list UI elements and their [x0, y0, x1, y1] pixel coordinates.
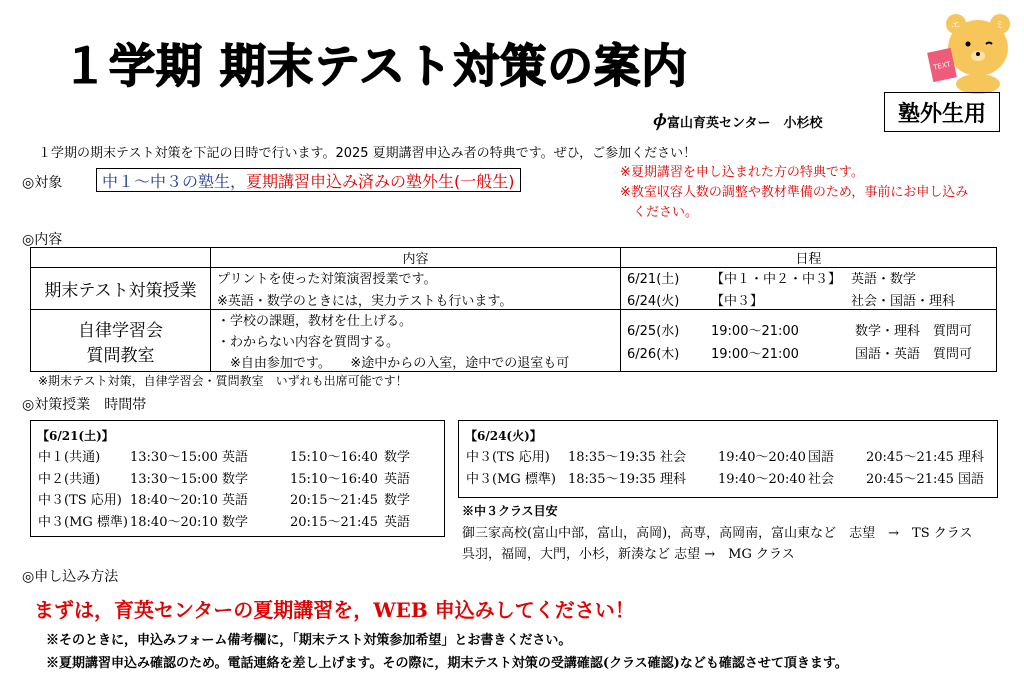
table-row: [31, 268, 997, 310]
timeslot-cell: 18:40〜20:10: [130, 493, 218, 508]
mascot-sign-text: TEXT: [932, 60, 952, 72]
timeslot-cell: 英語: [222, 450, 249, 465]
schedule-line: [627, 320, 990, 339]
timeslot-cell: 数学: [384, 493, 411, 508]
row-schedule: [621, 310, 997, 372]
timeslot-cell: 18:35〜19:35: [568, 450, 656, 465]
schedule-subjects: 国語・英語 質問可: [855, 346, 973, 362]
schedule-line: [627, 290, 990, 309]
timeslot-cell: 20:15〜21:45: [290, 514, 378, 530]
row-schedule: [621, 268, 997, 310]
timeslot-cell: 国語: [958, 471, 985, 487]
table-header-content: 内容: [211, 248, 621, 268]
timeslot-cell: 数学: [222, 514, 249, 530]
schedule-subjects: 数学・理科 質問可: [855, 323, 973, 339]
schedule-time: 【中３】: [711, 294, 764, 309]
timeslot-cell: 15:10〜16:40: [290, 450, 378, 465]
row-label: [31, 310, 211, 372]
timeslot-cell: 18:40〜20:10: [130, 514, 218, 530]
timeslot-cell: 英語: [384, 471, 411, 487]
schedule-date: 6/25(水): [627, 323, 680, 339]
timeslot-cell: 中３(MG 標準): [38, 514, 128, 530]
timeslot-cell: 13:30〜15:00: [130, 471, 218, 487]
table-header-empty: [31, 248, 211, 268]
timeslot-cell: 社会: [808, 471, 835, 487]
schedule-time: 19:00〜21:00: [711, 346, 799, 362]
content-table: [30, 247, 997, 372]
target-label: ◎対象: [22, 175, 63, 191]
schedule-date: 6/26(木): [627, 346, 680, 362]
timeslot-cell: 国語: [808, 450, 835, 465]
row-label-line: 質問教室: [86, 345, 155, 366]
timeslot-cell: 18:35〜19:35: [568, 471, 656, 487]
timeslot-cell: 中３(TS 応用): [38, 493, 122, 508]
timeslot-cell: 20:15〜21:45: [290, 493, 378, 508]
table-header-schedule: 日程: [621, 248, 997, 268]
timeslot-label: ◎対策授業 時間帯: [22, 397, 147, 413]
schedule-line: [627, 343, 990, 362]
page-title: １学期 期末テスト対策の案内: [62, 39, 689, 93]
row-label: 期末テスト対策授業: [31, 268, 211, 310]
timeslot-cell: 中３(TS 応用): [466, 450, 550, 465]
timeslot-cell: 20:45〜21:45: [866, 450, 954, 465]
schedule-time: 【中１・中２・中３】: [711, 272, 842, 287]
timeslot-cell: 19:40〜20:40: [718, 450, 806, 465]
note-line: ※夏期講習を申し込まれた方の特典です。: [620, 165, 864, 180]
note-line: ※教室収容人数の調整や教材準備のため，事前にお申し込み: [620, 185, 969, 200]
target-box: [96, 168, 521, 192]
schedule-date: 6/21(土): [627, 272, 680, 287]
row-description: [211, 268, 621, 310]
timeslot-cell: 社会: [660, 450, 687, 465]
org-name-text: 富山育英センター 小杉校: [666, 116, 823, 131]
table-header-row: [31, 248, 997, 268]
class-guide-line: 御三家高校(富山中部，富山，高岡)，高専，高岡南，富山東など 志望 → TS クラス: [462, 526, 973, 541]
timeslot-cell: 理科: [660, 471, 687, 487]
target-value-outside: 夏期講習申込み済みの塾外生(一般生): [246, 171, 515, 191]
timeslot-cell: 13:30〜15:00: [130, 450, 218, 465]
timeslot-cell: 20:45〜21:45: [866, 471, 954, 487]
timeslot-cell: 15:10〜16:40: [290, 471, 378, 487]
timeslot-cell: 19:40〜20:40: [718, 471, 806, 487]
notes-block: [620, 163, 968, 223]
class-guide-title: ※中３クラス目安: [462, 504, 558, 518]
timeslot-cell: 中３(MG 標準): [466, 471, 556, 487]
content-footnote: ※期末テスト対策，自律学習会・質問教室 いずれも出席可能です！: [38, 374, 408, 388]
schedule-subjects: 英語・数学: [851, 272, 917, 287]
content-label: ◎内容: [22, 232, 63, 248]
apply-note: ※夏期講習申込み確認のため。電話連絡を差し上げます。その際に，期末テスト対策の受講確認(クラス確認)なども確認させて頂きます。: [46, 656, 848, 671]
description-line: ※英語・数学のときには，実力テストも行います。: [217, 294, 513, 309]
bear-mascot-icon: [918, 6, 1018, 94]
mascot-ear-right: ミ: [995, 21, 1005, 31]
apply-label: ◎申し込み方法: [22, 569, 119, 585]
note-line: ください。: [620, 205, 699, 220]
timeslot-cell: 数学: [222, 471, 249, 487]
timeslot-heading: 【6/24(火)】: [465, 429, 542, 443]
schedule-date: 6/24(火): [627, 294, 680, 309]
timeslot-cell: 数学: [384, 450, 411, 465]
timeslot-heading: 【6/21(土)】: [37, 429, 114, 443]
organization-name: [652, 112, 822, 132]
description-line: ・学校の課題，教材を仕上げる。: [217, 314, 413, 329]
target-value-students: 中１〜中３の塾生，: [102, 171, 247, 191]
timeslot-cell: 中１(共通): [38, 450, 101, 465]
description-line: ・わからない内容を質問する。: [217, 335, 400, 350]
class-guide-line: 呉羽，福岡，大門，小杉，新湊など 志望 → MG クラス: [462, 547, 795, 562]
schedule-time: 19:00〜21:00: [711, 323, 799, 339]
timeslot-cell: 英語: [222, 493, 249, 508]
table-row: [31, 310, 997, 372]
timeslot-cell: 理科: [958, 450, 985, 465]
org-logo-icon: Ⲫ: [652, 112, 665, 132]
mascot-ear-left: エ: [951, 21, 961, 31]
schedule-subjects: 社会・国語・理科: [851, 294, 956, 309]
apply-main-text: まずは，育英センターの夏期講習を，WEB 申込みしてください！: [34, 598, 635, 622]
description-line: ※自由参加です。 ※途中からの入室，途中での退室も可: [217, 356, 570, 371]
row-description: [211, 310, 621, 372]
timeslot-cell: 英語: [384, 514, 411, 530]
audience-badge: 塾外生用: [884, 92, 1000, 132]
description-line: プリントを使った対策演習授業です。: [217, 272, 437, 287]
intro-text: １学期の期末テスト対策を下記の日時で行います。2025 夏期講習申込み者の特典です。ぜひ，ご参加ください！: [38, 146, 697, 161]
apply-note: ※そのときに，申込みフォーム備考欄に，「期末テスト対策参加希望」とお書きください。: [46, 633, 572, 648]
row-label-line: 自律学習会: [78, 320, 163, 341]
schedule-line: [627, 268, 990, 287]
timeslot-cell: 中２(共通): [38, 471, 101, 487]
